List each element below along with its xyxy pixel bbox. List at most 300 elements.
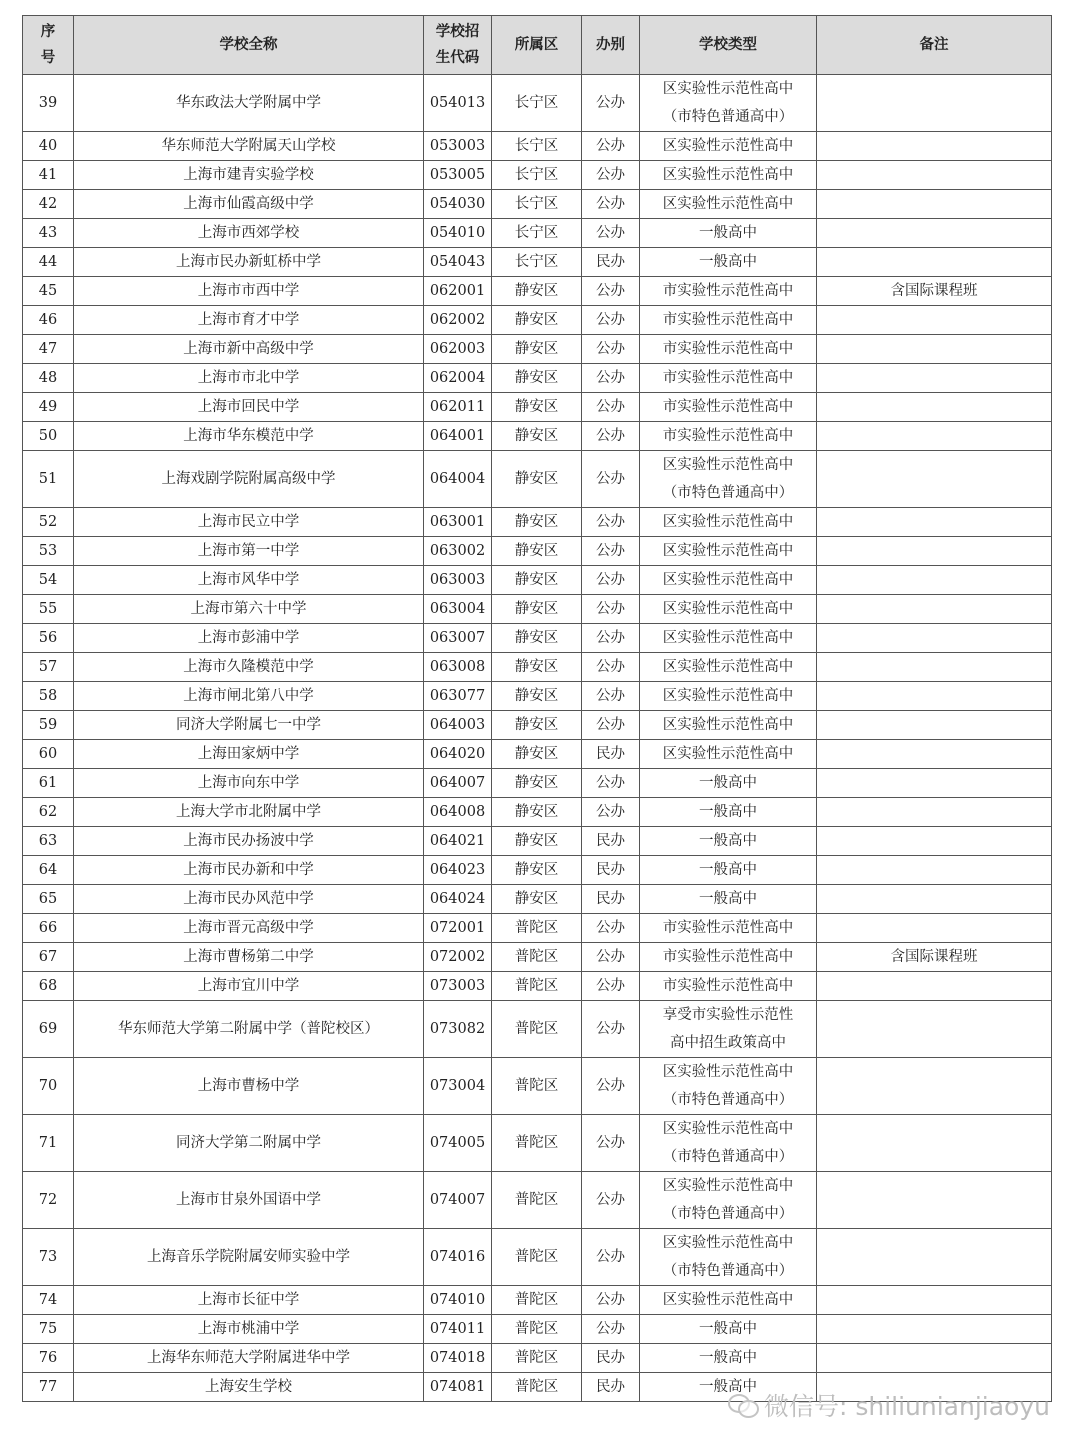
cell-name: 上海市第一中学 [74,537,424,566]
cell-district: 长宁区 [492,161,582,190]
cell-code: 063003 [424,566,492,595]
cell-code: 062002 [424,306,492,335]
cell-type-line: （市特色普通高中） [662,109,794,125]
table-row [23,1229,1052,1286]
cell-code: 062001 [424,277,492,306]
cell-name: 上海华东师范大学附属进华中学 [74,1344,424,1373]
cell-type-line: 区实验性示范性高中 [662,601,794,617]
cell-code: 063001 [424,508,492,537]
cell-code: 063008 [424,653,492,682]
table-row [23,595,1052,624]
cell-seq: 66 [23,914,74,943]
cell-seq: 47 [23,335,74,364]
cell-seq: 41 [23,161,74,190]
cell-type [640,856,817,885]
cell-remark [817,451,1052,508]
cell-code: 074010 [424,1286,492,1315]
cell-type-line: 区实验性示范性高中 [662,167,794,183]
cell-type-line: 区实验性示范性高中 [662,746,794,762]
cell-seq: 48 [23,364,74,393]
cell-type [640,537,817,566]
table-header-row [23,16,1052,75]
cell-type-line: 一般高中 [699,225,757,241]
cell-type-line: 市实验性示范性高中 [662,312,794,328]
cell-district: 静安区 [492,595,582,624]
cell-remark [817,132,1052,161]
cell-remark [817,856,1052,885]
cell-name: 上海市民办风范中学 [74,885,424,914]
cell-district: 普陀区 [492,972,582,1001]
cell-type-line: 区实验性示范性高中 [662,1064,794,1080]
cell-seq: 64 [23,856,74,885]
cell-name: 华东师范大学第二附属中学（普陀校区） [74,1001,424,1058]
cell-name: 上海大学市北附属中学 [74,798,424,827]
cell-type-line: （市特色普通高中） [662,1092,794,1108]
cell-code: 062003 [424,335,492,364]
cell-seq: 58 [23,682,74,711]
wechat-watermark [728,1388,1050,1422]
cell-ownership: 公办 [582,1172,640,1229]
cell-seq: 51 [23,451,74,508]
cell-type [640,885,817,914]
cell-remark [817,393,1052,422]
cell-district: 静安区 [492,827,582,856]
cell-seq: 65 [23,885,74,914]
cell-code: 054013 [424,75,492,132]
cell-district: 普陀区 [492,914,582,943]
cell-ownership: 民办 [582,885,640,914]
cell-name: 上海市第六十中学 [74,595,424,624]
table-row [23,1115,1052,1172]
table-row [23,566,1052,595]
table-row [23,1344,1052,1373]
cell-type [640,306,817,335]
cell-ownership: 公办 [582,393,640,422]
cell-type-line: 享受市实验性示范性 [662,1007,794,1023]
cell-name: 上海田家炳中学 [74,740,424,769]
table-row [23,856,1052,885]
cell-type [640,364,817,393]
cell-code: 063077 [424,682,492,711]
cell-district: 静安区 [492,711,582,740]
cell-remark [817,1229,1052,1286]
header-district: 所属区 [492,16,582,75]
cell-remark [817,248,1052,277]
cell-district: 静安区 [492,740,582,769]
cell-type-line: 区实验性示范性高中 [662,543,794,559]
table-row [23,364,1052,393]
table-row [23,75,1052,132]
cell-remark [817,1172,1052,1229]
cell-code: 063002 [424,537,492,566]
cell-remark [817,364,1052,393]
cell-type-line: 市实验性示范性高中 [662,978,794,994]
cell-code: 074011 [424,1315,492,1344]
cell-type [640,914,817,943]
table-row [23,682,1052,711]
cell-name: 华东师范大学附属天山学校 [74,132,424,161]
header-code-text: 学校招 生代码 [435,24,480,66]
cell-type [640,740,817,769]
cell-name: 上海市宜川中学 [74,972,424,1001]
cell-ownership: 公办 [582,711,640,740]
cell-type-line: 区实验性示范性高中 [662,1121,794,1137]
cell-type-line: 市实验性示范性高中 [662,399,794,415]
cell-remark [817,335,1052,364]
cell-name: 上海市向东中学 [74,769,424,798]
cell-seq: 60 [23,740,74,769]
cell-remark [817,624,1052,653]
table-row [23,1315,1052,1344]
cell-type-line: 一般高中 [699,862,757,878]
cell-ownership: 民办 [582,740,640,769]
table-row [23,393,1052,422]
cell-ownership: 公办 [582,364,640,393]
cell-code: 074081 [424,1373,492,1402]
cell-district: 普陀区 [492,1172,582,1229]
cell-code: 064001 [424,422,492,451]
table-row [23,1286,1052,1315]
cell-ownership: 公办 [582,972,640,1001]
cell-seq: 44 [23,248,74,277]
cell-type [640,1115,817,1172]
cell-seq: 71 [23,1115,74,1172]
cell-seq: 46 [23,306,74,335]
cell-type [640,1172,817,1229]
cell-district: 静安区 [492,798,582,827]
cell-code: 074007 [424,1172,492,1229]
cell-code: 064007 [424,769,492,798]
cell-ownership: 公办 [582,653,640,682]
table-row [23,798,1052,827]
cell-ownership: 公办 [582,75,640,132]
cell-remark [817,1058,1052,1115]
table-row [23,451,1052,508]
cell-ownership: 公办 [582,1286,640,1315]
cell-type [640,566,817,595]
cell-type-line: 区实验性示范性高中 [662,1178,794,1194]
cell-district: 静安区 [492,508,582,537]
cell-remark [817,306,1052,335]
table-row [23,219,1052,248]
header-code [424,16,492,75]
cell-ownership: 公办 [582,219,640,248]
cell-name: 上海市华东模范中学 [74,422,424,451]
header-seq [23,16,74,75]
cell-district: 静安区 [492,769,582,798]
cell-ownership: 公办 [582,798,640,827]
cell-ownership: 公办 [582,943,640,972]
cell-seq: 56 [23,624,74,653]
cell-remark [817,1115,1052,1172]
cell-type [640,653,817,682]
cell-remark [817,711,1052,740]
cell-district: 静安区 [492,653,582,682]
cell-district: 静安区 [492,306,582,335]
cell-name: 上海戏剧学院附属高级中学 [74,451,424,508]
cell-district: 静安区 [492,624,582,653]
cell-ownership: 公办 [582,1115,640,1172]
cell-ownership: 公办 [582,306,640,335]
cell-name: 上海市曹杨第二中学 [74,943,424,972]
cell-seq: 63 [23,827,74,856]
cell-ownership: 民办 [582,1373,640,1402]
cell-seq: 49 [23,393,74,422]
table-row [23,653,1052,682]
cell-name: 上海市民办扬波中学 [74,827,424,856]
cell-remark [817,972,1052,1001]
table-row [23,190,1052,219]
cell-remark [817,75,1052,132]
cell-type [640,1058,817,1115]
cell-seq: 73 [23,1229,74,1286]
cell-seq: 77 [23,1373,74,1402]
table-row [23,1172,1052,1229]
cell-name: 上海市闸北第八中学 [74,682,424,711]
cell-type [640,827,817,856]
cell-seq: 72 [23,1172,74,1229]
cell-seq: 59 [23,711,74,740]
cell-type-line: 区实验性示范性高中 [662,196,794,212]
cell-type [640,190,817,219]
cell-name: 上海市新中高级中学 [74,335,424,364]
cell-type [640,972,817,1001]
cell-remark [817,537,1052,566]
cell-type-line: 市实验性示范性高中 [662,949,794,965]
cell-ownership: 公办 [582,508,640,537]
cell-code: 064020 [424,740,492,769]
cell-district: 长宁区 [492,190,582,219]
cell-code: 062011 [424,393,492,422]
cell-ownership: 公办 [582,451,640,508]
cell-type-line: 区实验性示范性高中 [662,630,794,646]
cell-district: 静安区 [492,451,582,508]
table-row [23,972,1052,1001]
table-row [23,1001,1052,1058]
cell-seq: 70 [23,1058,74,1115]
cell-district: 静安区 [492,566,582,595]
cell-code: 064004 [424,451,492,508]
table-row [23,624,1052,653]
cell-ownership: 公办 [582,1229,640,1286]
table-row [23,943,1052,972]
cell-remark [817,1286,1052,1315]
cell-district: 普陀区 [492,1373,582,1402]
cell-remark [817,769,1052,798]
cell-seq: 67 [23,943,74,972]
cell-remark [817,161,1052,190]
cell-type [640,769,817,798]
cell-name: 华东政法大学附属中学 [74,75,424,132]
cell-name: 上海音乐学院附属安师实验中学 [74,1229,424,1286]
cell-seq: 40 [23,132,74,161]
cell-code: 063007 [424,624,492,653]
cell-seq: 42 [23,190,74,219]
cell-type-line: 区实验性示范性高中 [662,717,794,733]
cell-ownership: 公办 [582,624,640,653]
cell-remark [817,1001,1052,1058]
cell-ownership: 公办 [582,1001,640,1058]
cell-remark [817,190,1052,219]
cell-type [640,1229,817,1286]
cell-type-line: 市实验性示范性高中 [662,428,794,444]
cell-code: 073003 [424,972,492,1001]
cell-code: 054030 [424,190,492,219]
header-name: 学校全称 [74,16,424,75]
cell-code: 062004 [424,364,492,393]
cell-district: 静安区 [492,856,582,885]
cell-ownership: 公办 [582,277,640,306]
cell-type-line: 区实验性示范性高中 [662,659,794,675]
cell-remark [817,885,1052,914]
cell-name: 上海市风华中学 [74,566,424,595]
cell-seq: 62 [23,798,74,827]
cell-type-line: 市实验性示范性高中 [662,920,794,936]
cell-district: 静安区 [492,682,582,711]
cell-ownership: 公办 [582,132,640,161]
cell-type-line: 区实验性示范性高中 [662,1235,794,1251]
cell-code: 053003 [424,132,492,161]
cell-ownership: 公办 [582,1315,640,1344]
cell-remark [817,798,1052,827]
table-row [23,132,1052,161]
cell-ownership: 公办 [582,335,640,364]
cell-remark [817,595,1052,624]
school-table [22,15,1052,1402]
cell-remark [817,827,1052,856]
table-row [23,740,1052,769]
cell-type [640,277,817,306]
cell-seq: 61 [23,769,74,798]
cell-type-line: 市实验性示范性高中 [662,341,794,357]
cell-seq: 75 [23,1315,74,1344]
cell-remark: 含国际课程班 [817,943,1052,972]
cell-name: 上海市民办新和中学 [74,856,424,885]
cell-remark [817,653,1052,682]
table-row [23,508,1052,537]
cell-code: 064024 [424,885,492,914]
watermark-text: 微信号: shiliunianjiaoyu [763,1392,1050,1421]
cell-district: 普陀区 [492,1229,582,1286]
cell-district: 普陀区 [492,1001,582,1058]
cell-type-line: 市实验性示范性高中 [662,370,794,386]
cell-type-line: 区实验性示范性高中 [662,688,794,704]
cell-type-line: 区实验性示范性高中 [662,514,794,530]
cell-seq: 74 [23,1286,74,1315]
cell-type [640,682,817,711]
cell-district: 长宁区 [492,248,582,277]
table-row [23,248,1052,277]
cell-type [640,798,817,827]
cell-seq: 54 [23,566,74,595]
cell-seq: 57 [23,653,74,682]
cell-name: 上海市市北中学 [74,364,424,393]
cell-name: 上海市曹杨中学 [74,1058,424,1115]
table-row [23,711,1052,740]
cell-district: 静安区 [492,393,582,422]
cell-name: 上海市桃浦中学 [74,1315,424,1344]
cell-district: 长宁区 [492,75,582,132]
cell-remark [817,1315,1052,1344]
cell-ownership: 公办 [582,422,640,451]
cell-type-line: （市特色普通高中） [662,1263,794,1279]
cell-code: 072002 [424,943,492,972]
cell-type-line: 一般高中 [699,775,757,791]
cell-type-line: 区实验性示范性高中 [662,138,794,154]
cell-type [640,1315,817,1344]
cell-district: 普陀区 [492,1344,582,1373]
cell-district: 静安区 [492,364,582,393]
cell-remark [817,219,1052,248]
cell-ownership: 公办 [582,682,640,711]
cell-code: 074016 [424,1229,492,1286]
cell-type [640,75,817,132]
cell-name: 上海市仙霞高级中学 [74,190,424,219]
cell-remark [817,914,1052,943]
table-row [23,769,1052,798]
cell-code: 063004 [424,595,492,624]
wechat-icon [728,1392,758,1418]
cell-district: 普陀区 [492,1115,582,1172]
cell-type [640,595,817,624]
cell-district: 长宁区 [492,132,582,161]
cell-type-line: 一般高中 [699,804,757,820]
cell-district: 普陀区 [492,1315,582,1344]
cell-type-line: 区实验性示范性高中 [662,81,794,97]
cell-seq: 39 [23,75,74,132]
table-row [23,537,1052,566]
cell-type-line: （市特色普通高中） [662,1149,794,1165]
cell-type [640,711,817,740]
cell-type-line: 市实验性示范性高中 [662,283,794,299]
cell-remark: 含国际课程班 [817,277,1052,306]
cell-type-line: 一般高中 [699,254,757,270]
cell-name: 上海市彭浦中学 [74,624,424,653]
cell-ownership: 公办 [582,566,640,595]
cell-ownership: 公办 [582,914,640,943]
cell-district: 普陀区 [492,1058,582,1115]
table-row [23,885,1052,914]
cell-code: 064023 [424,856,492,885]
cell-type [640,624,817,653]
cell-seq: 55 [23,595,74,624]
cell-remark [817,566,1052,595]
cell-type [640,1001,817,1058]
cell-seq: 50 [23,422,74,451]
cell-seq: 68 [23,972,74,1001]
cell-code: 064021 [424,827,492,856]
cell-ownership: 民办 [582,1344,640,1373]
table-row [23,422,1052,451]
cell-ownership: 公办 [582,537,640,566]
header-seq-text: 序 号 [40,24,56,66]
cell-district: 普陀区 [492,943,582,972]
cell-district: 普陀区 [492,1286,582,1315]
cell-name: 上海市育才中学 [74,306,424,335]
cell-ownership: 公办 [582,161,640,190]
cell-remark [817,422,1052,451]
header-type: 学校类型 [640,16,817,75]
cell-district: 静安区 [492,537,582,566]
cell-seq: 45 [23,277,74,306]
table-row [23,914,1052,943]
cell-district: 静安区 [492,277,582,306]
cell-district: 静安区 [492,885,582,914]
cell-type-line: 一般高中 [699,833,757,849]
cell-type-line: 高中招生政策高中 [670,1035,786,1051]
cell-ownership: 公办 [582,769,640,798]
cell-ownership: 公办 [582,1058,640,1115]
